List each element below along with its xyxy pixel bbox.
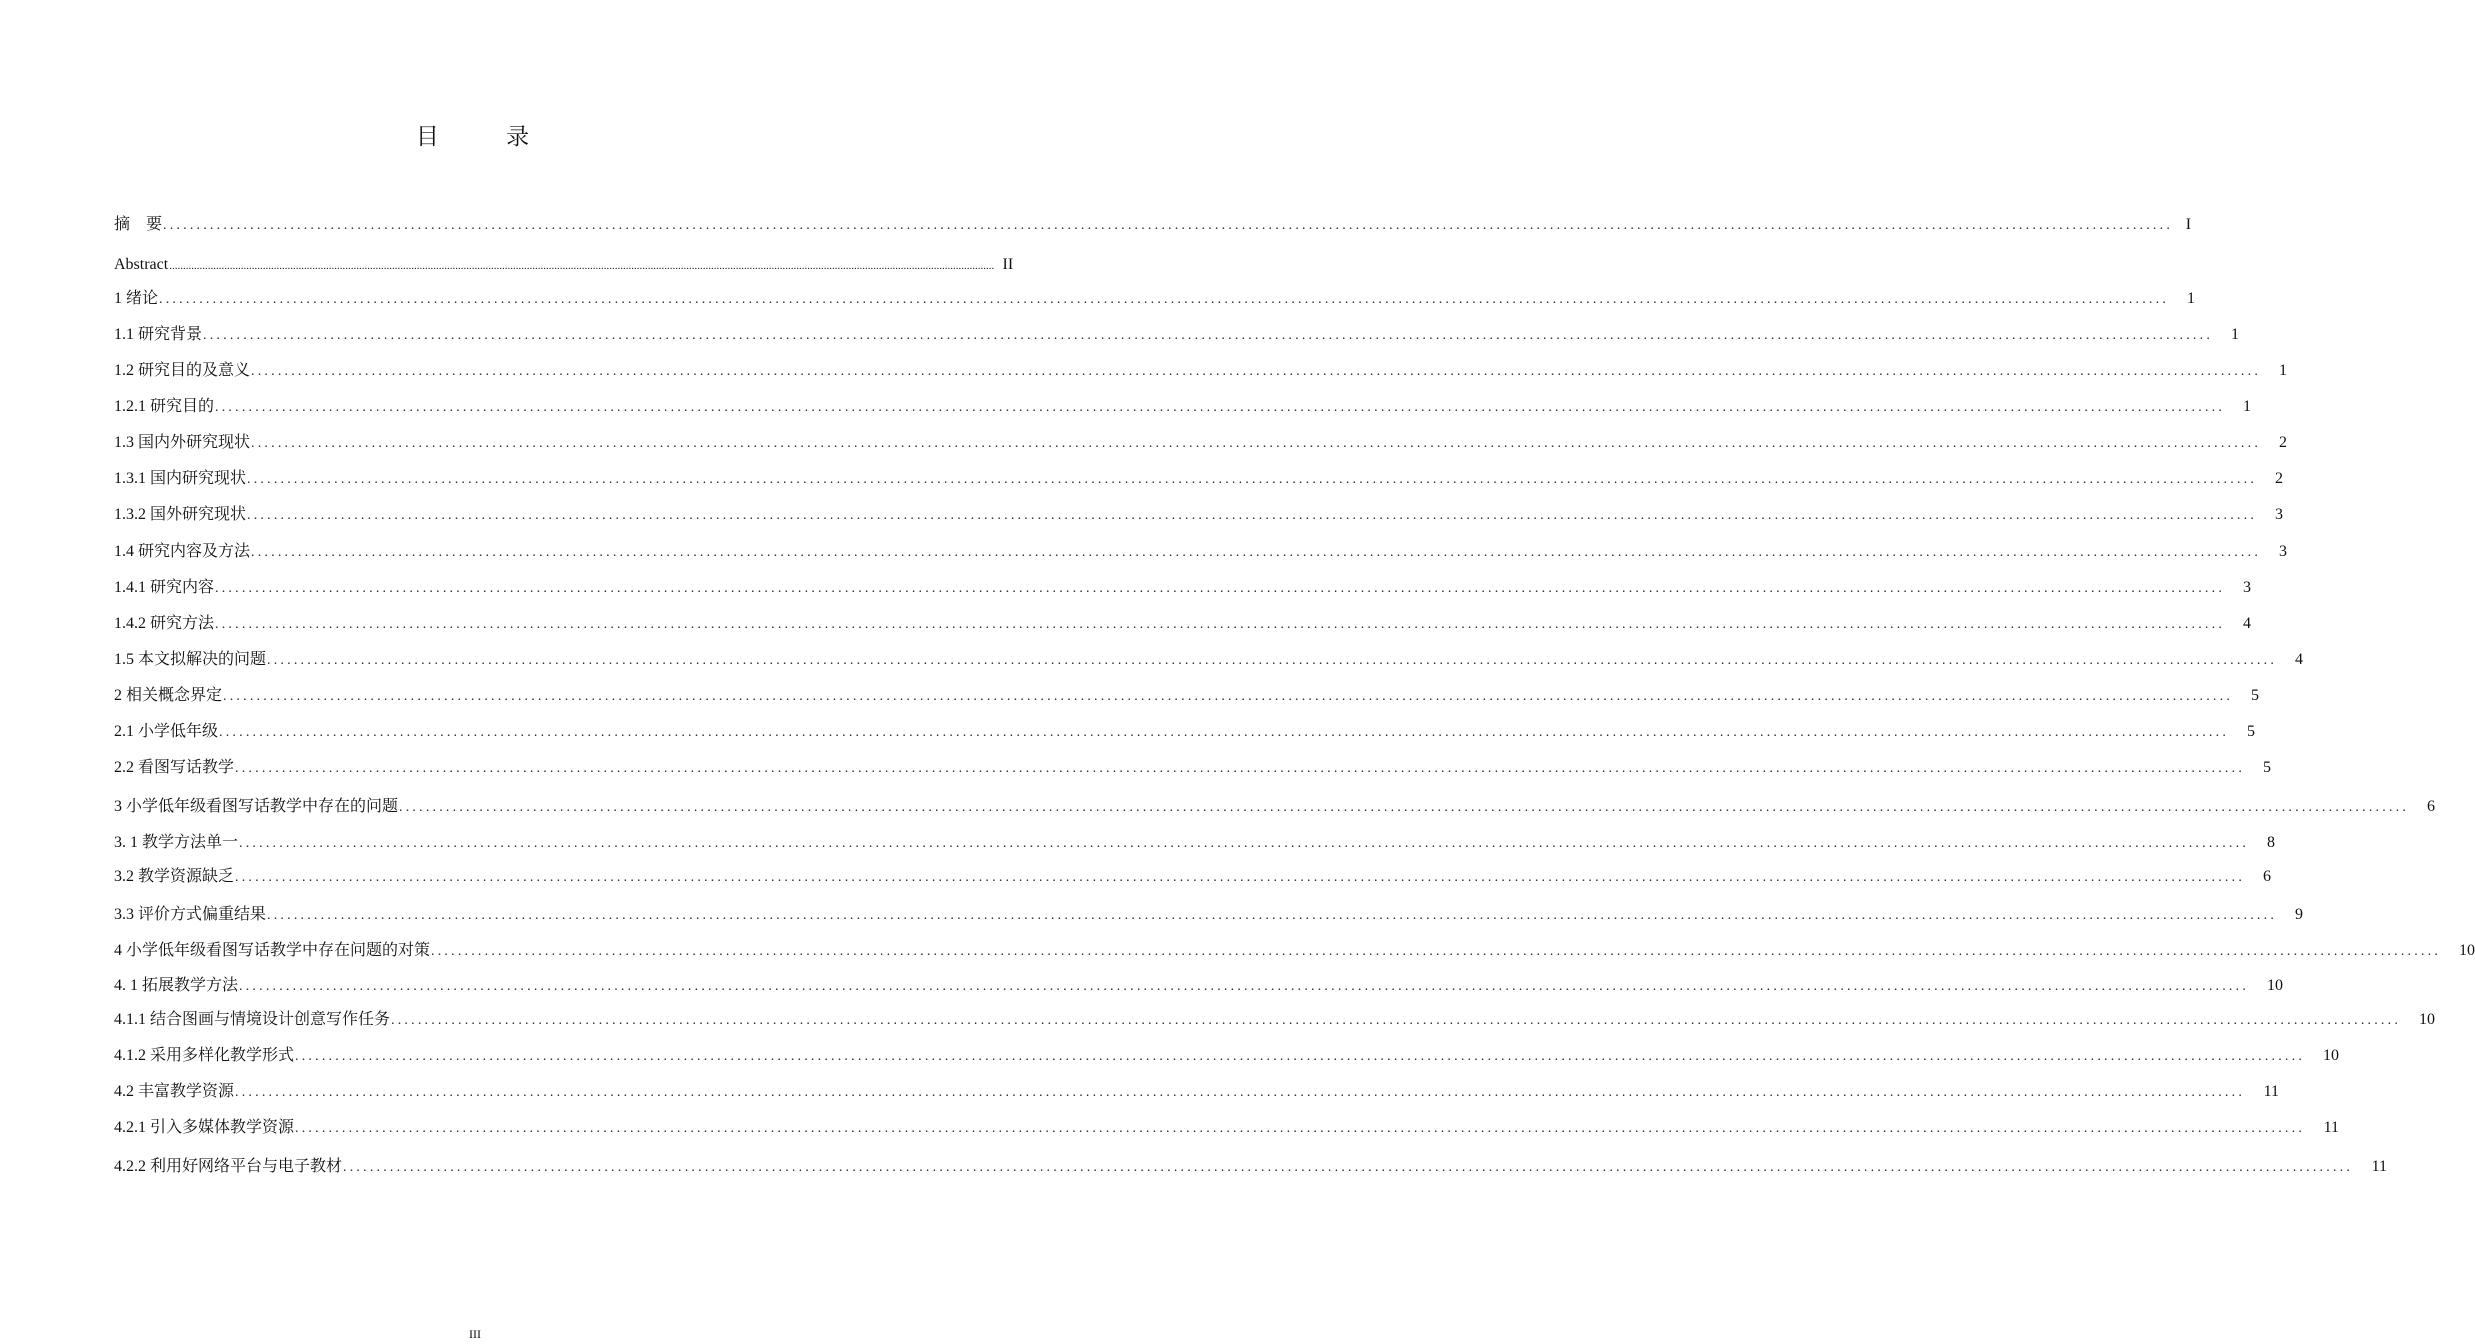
toc-entry-page: II [1002,256,1014,273]
toc-entry-label: 4.2 丰富教学资源 [114,1083,235,1100]
toc-entry[interactable] [114,904,2304,926]
toc-entry[interactable] [114,504,2284,526]
toc-leader: ............................................................................................................................................................................................................................................................................................................ [215,581,2226,596]
toc-entry[interactable] [114,613,2252,635]
toc-leader: ............................................................................................................................................................................................................................................................................................................ [399,800,2410,815]
toc-entry[interactable] [114,866,2272,888]
toc-entry-page: 8 [2267,834,2276,851]
toc-entry-label: 1.1 研究背景 [114,326,203,343]
toc-entry-page: 10 [2419,1011,2436,1028]
toc-entry-label: 4.1.2 采用多样化教学形式 [114,1047,295,1064]
toc-entry[interactable] [114,1009,2436,1031]
toc-leader: ............................................................................................................................................................................................................................................................................................................ [251,436,2262,451]
toc-entry-label: 4.2.2 利用好网络平台与电子教材 [114,1158,343,1175]
toc-entry-label: 1.2 研究目的及意义 [114,362,251,379]
toc-entry[interactable] [114,432,2288,454]
toc-leader: ............................................................................................................................................................................................................................................................................................................ [203,328,2214,343]
toc-entry-label: 1.2.1 研究目的 [114,398,215,415]
toc-entry-label: 4 小学低年级看图写话教学中存在问题的对策 [114,942,431,959]
toc-entry[interactable] [114,254,1014,276]
toc-entry[interactable] [114,940,2475,962]
toc-leader: ............................................................................................................................................................................................................................................................................................................ [343,1160,2354,1175]
toc-entry[interactable] [114,288,2196,310]
toc-entry-page: 1 [2231,326,2240,343]
toc-entry-page: 2 [2275,470,2284,487]
toc-entry[interactable] [114,649,2304,671]
toc-leader: ............................................................................................................................................................................................................................................................................................................ [215,400,2226,415]
toc-leader: ............................................................................................................................................................................................................................................................................................................ [295,1121,2306,1136]
toc-entry[interactable] [114,1045,2340,1067]
page-number: III [469,1327,481,1341]
toc-entry-label: 3. 1 教学方法单一 [114,834,239,851]
toc-entry-label: 摘 要 [114,216,163,233]
toc-entry-label: 2.1 小学低年级 [114,723,219,740]
toc-leader: ............................................................................................................................................................................................................................................................................................................ [163,218,2174,233]
toc-entry-label: 1.3 国内外研究现状 [114,434,251,451]
toc-entry-page: 5 [2263,759,2272,776]
toc-entry-label: 1.4.1 研究内容 [114,579,215,596]
toc-entry-page: 3 [2275,506,2284,523]
toc-leader: ............................................................................................................................................................................................................................................................................................................ [169,260,995,272]
toc-entry[interactable] [114,396,2252,418]
toc-title: 目 录 [415,124,560,150]
toc-entry[interactable] [114,832,2276,854]
toc-entry[interactable] [114,757,2272,779]
toc-leader: ............................................................................................................................................................................................................................................................................................................ [267,908,2278,923]
toc-leader: ............................................................................................................................................................................................................................................................................................................ [247,508,2258,523]
toc-leader: ............................................................................................................................................................................................................................................................................................................ [251,545,2262,560]
toc-entry-label: 1.3.2 国外研究现状 [114,506,247,523]
toc-entry-page: 5 [2247,723,2256,740]
toc-entry[interactable] [114,360,2288,382]
toc-leader: ............................................................................................................................................................................................................................................................................................................ [223,689,2234,704]
toc-entry[interactable] [114,721,2256,743]
toc-entry-label: 1.3.1 国内研究现状 [114,470,247,487]
toc-entry[interactable] [114,685,2260,707]
toc-leader: ............................................................................................................................................................................................................................................................................................................ [239,979,2250,994]
toc-entry-label: 4. 1 拓展教学方法 [114,977,239,994]
toc-entry-label: 4.1.1 结合图画与情境设计创意写作任务 [114,1011,391,1028]
toc-entry-page: 1 [2279,362,2288,379]
toc-entry-label: Abstract [114,256,169,273]
toc-entry[interactable] [114,541,2288,563]
toc-entry-page: 10 [2323,1047,2340,1064]
toc-entry-page: 6 [2263,868,2272,885]
toc-entry-page: 2 [2279,434,2288,451]
toc-entry[interactable] [114,975,2284,997]
toc-entry-page: 3 [2279,543,2288,560]
toc-entry-page: 9 [2295,906,2304,923]
toc-entry-label: 1.4.2 研究方法 [114,615,215,632]
toc-entry-page: 5 [2251,687,2260,704]
toc-entry[interactable] [114,577,2252,599]
toc-entry-page: 11 [2323,1119,2340,1136]
toc-leader: ............................................................................................................................................................................................................................................................................................................ [235,870,2246,885]
toc-entry-page: 1 [2187,290,2196,307]
toc-entry-label: 4.2.1 引入多媒体教学资源 [114,1119,295,1136]
toc-entry-page: 11 [2371,1158,2388,1175]
toc-leader: ............................................................................................................................................................................................................................................................................................................ [219,725,2230,740]
toc-leader: ............................................................................................................................................................................................................................................................................................................ [267,653,2278,668]
toc-leader: ............................................................................................................................................................................................................................................................................................................ [247,472,2258,487]
toc-entry-page: 4 [2243,615,2252,632]
toc-leader: ............................................................................................................................................................................................................................................................................................................ [295,1049,2306,1064]
toc-entry-label: 1 绪论 [114,290,159,307]
toc-entry-label: 1.4 研究内容及方法 [114,543,251,560]
toc-entry-label: 1.5 本文拟解决的问题 [114,651,267,668]
toc-entry[interactable] [114,324,2240,346]
toc-entry-label: 2 相关概念界定 [114,687,223,704]
toc-leader: ............................................................................................................................................................................................................................................................................................................ [251,364,2262,379]
toc-entry[interactable] [114,1117,2340,1139]
toc-leader: ............................................................................................................................................................................................................................................................................................................ [159,292,2170,307]
toc-entry-page: I [2185,216,2192,233]
toc-entry[interactable] [114,796,2436,818]
toc-entry-page: 11 [2263,1083,2280,1100]
toc-leader: ............................................................................................................................................................................................................................................................................................................ [235,761,2246,776]
toc-entry-label: 3.3 评价方式偏重结果 [114,906,267,923]
toc-leader: ............................................................................................................................................................................................................................................................................................................ [235,1085,2246,1100]
toc-entry-page: 1 [2243,398,2252,415]
toc-entry-page: 10 [2459,942,2475,959]
toc-entry-page: 4 [2295,651,2304,668]
toc-entry[interactable] [114,214,2192,236]
toc-entry-page: 3 [2243,579,2252,596]
toc-leader: ............................................................................................................................................................................................................................................................................................................ [431,944,2442,959]
toc-entry[interactable] [114,468,2284,490]
toc-leader: ............................................................................................................................................................................................................................................................................................................ [215,617,2226,632]
toc-entry-page: 10 [2267,977,2284,994]
toc-leader: ............................................................................................................................................................................................................................................................................................................ [391,1013,2402,1028]
toc-entry-label: 2.2 看图写话教学 [114,759,235,776]
toc-entry-label: 3 小学低年级看图写话教学中存在的问题 [114,798,399,815]
toc-entry-page: 6 [2427,798,2436,815]
toc-leader: ............................................................................................................................................................................................................................................................................................................ [239,836,2250,851]
toc-entry[interactable] [114,1081,2280,1103]
toc-entry-label: 3.2 教学资源缺乏 [114,868,235,885]
toc-entry[interactable] [114,1156,2388,1178]
